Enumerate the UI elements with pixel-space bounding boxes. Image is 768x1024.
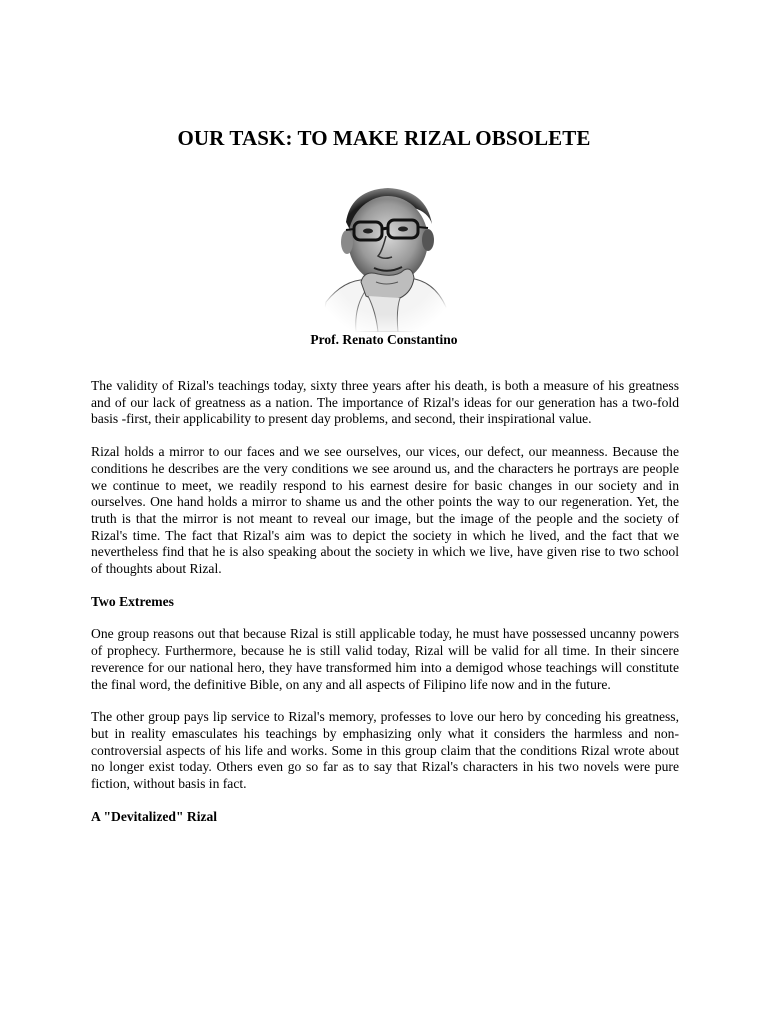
- section-heading: Two Extremes: [91, 593, 174, 609]
- paragraph: The validity of Rizal's teachings today, sixty three years after his death, is both a measure of his greatness and of our lack of greatness as a nation. The importance of Rizal's ideas for our generation has a two-fold basis -first, their applicability to present day problems, and second, their inspirational value.: [91, 378, 679, 427]
- article-body: [91, 378, 679, 841]
- document-title: OUR TASK: TO MAKE RIZAL OBSOLETE: [177, 126, 591, 150]
- paragraph: The other group pays lip service to Rizal's memory, professes to love our hero by conceding his greatness, but in reality emasculates his teachings by emphasizing only what it considers the harmless and non-controversial aspects of his life and works. Some in this group claim that the conditions Rizal wrote about no longer exist today. Others even go so far as to say that Rizal's characters in his two novels were pure fiction, without basis in fact.: [91, 709, 679, 792]
- paragraph: One group reasons out that because Rizal is still applicable today, he must have possessed uncanny powers of prophecy. Furthermore, because he is still valid today, Rizal will be valid for all time. In their sincere reverence for our national hero, they have transformed him into a demigod whose teachings will constitute the final word, the definitive Bible, on any and all aspects of Filipino life now and in the future.: [91, 626, 679, 692]
- author-portrait: [316, 182, 456, 332]
- paragraph: Rizal holds a mirror to our faces and we see ourselves, our vices, our defect, our meanness. Because the conditions he describes are the very conditions we see around us, and the characters he portrays are people we continue to meet, we readily respond to his earnest desire for basic changes in our society and in ourselves. One hand holds a mirror to shame us and the other points the way to our regeneration. Yet, the truth is that the mirror is not meant to reveal our image, but the image of the people and the society of Rizal's time. The fact that Rizal's aim was to depict the society in which he lived, and the fact that we nevertheless find that he is also speaking about the society in which we live, have given rise to two school of thoughts about Rizal.: [91, 444, 679, 577]
- section-heading: A "Devitalized" Rizal: [91, 808, 218, 824]
- author-name: Prof. Renato Constantino: [310, 332, 458, 347]
